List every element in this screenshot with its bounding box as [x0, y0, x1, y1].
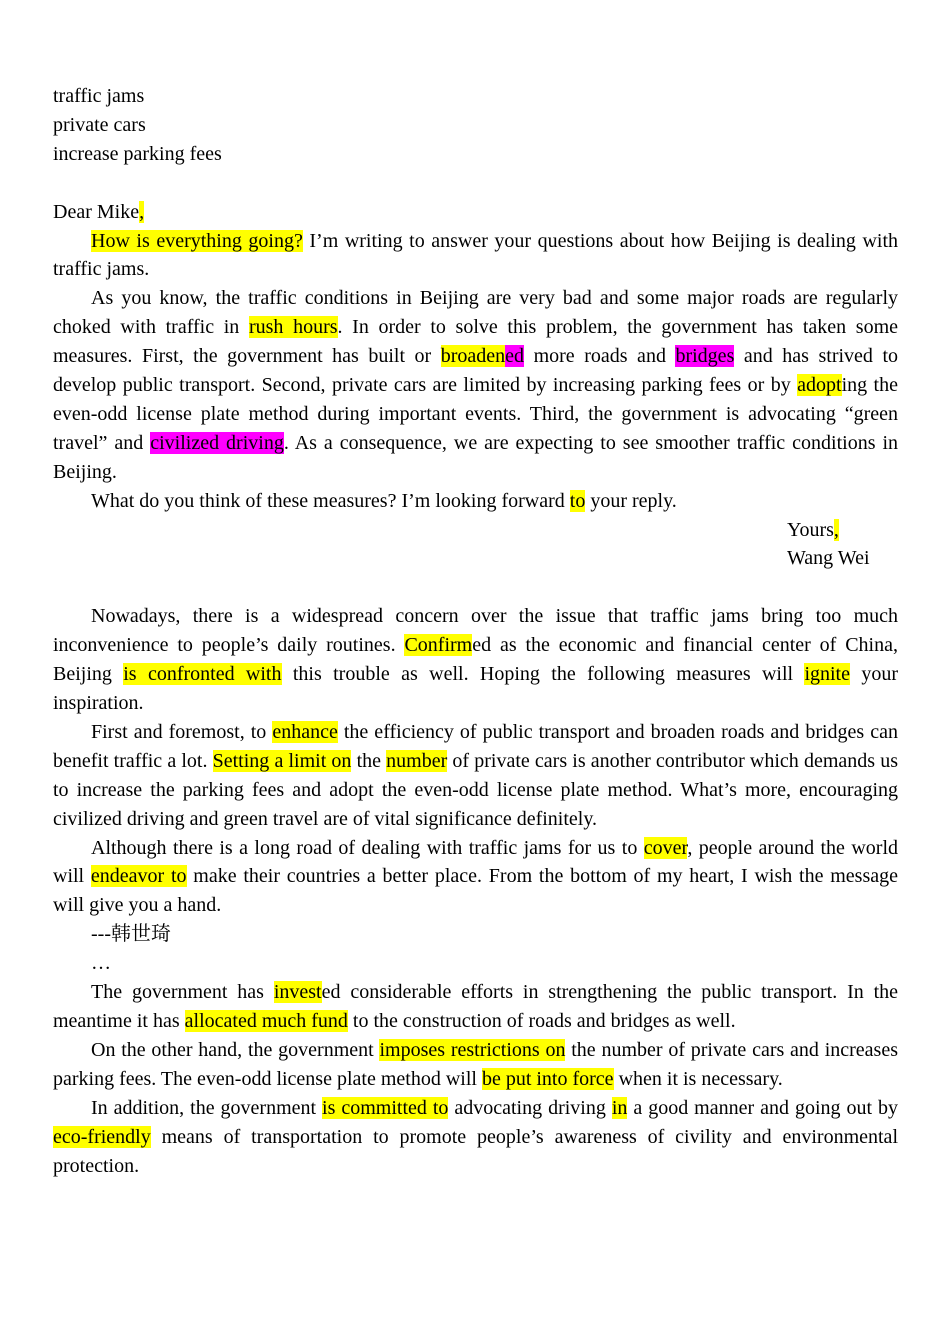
essay2-paragraph-1 — [53, 978, 898, 1036]
highlight: is committed to — [322, 1096, 449, 1119]
text-run: As you know, the traffic conditions in Beijing are very bad and some major roads are regularly choked with traffic in — [53, 287, 898, 339]
highlight: cover — [643, 836, 688, 859]
text-run: this trouble as well. Hoping the following measures will — [281, 663, 805, 686]
letter-paragraph-1 — [53, 227, 898, 285]
spacer — [53, 169, 898, 198]
highlight: adopt — [797, 374, 842, 397]
text-run: of private cars is another contributor which demands us to increase the parking fees and adopt the even-odd license plate method. What’s more, encouraging civilized driving and green travel are of vital significance definitely. — [53, 749, 898, 830]
letter-signature: Wang Wei — [787, 547, 870, 570]
highlight: allocated much fund — [184, 1009, 348, 1032]
text-run: your reply. — [585, 489, 677, 512]
keyword-1: traffic jams — [53, 85, 145, 107]
text-run: ed as the economic and financial center of China, Beijing — [53, 634, 898, 686]
text-run: . As a consequence, we are expecting to see smoother traffic conditions in Beijing. — [53, 431, 898, 483]
text-run: means of transportation to promote people’s awareness of civility and environmental protection. — [53, 1125, 898, 1177]
spacer — [53, 573, 898, 602]
text-run: I’m writing to answer your questions about how Beijing is dealing with traffic jams. — [53, 229, 899, 281]
text-run: ing the even-odd license plate method during important events. Third, the government is advocating “green travel” and — [53, 374, 898, 454]
essay2-paragraph-3 — [53, 1094, 898, 1181]
text-run: Dear Mike — [53, 200, 140, 223]
highlight: invest — [273, 981, 322, 1004]
letter-closing — [53, 516, 898, 545]
highlight: is confronted with — [123, 663, 282, 686]
text-run: ed considerable efforts in strengthening the public transport. In the meantime it has — [53, 981, 898, 1032]
highlight: imposes restrictions on — [379, 1038, 566, 1061]
highlight-magenta: civilized driving — [150, 431, 284, 454]
text-run: your inspiration. — [53, 663, 899, 714]
keyword-3: increase parking fees — [53, 142, 222, 165]
text-run: the efficiency of public transport and broaden roads and bridges can benefit traffic a lot. — [53, 720, 898, 772]
highlight: rush hours — [248, 316, 338, 339]
essay1-paragraph-1 — [53, 602, 898, 718]
highlight: Setting a limit on — [212, 749, 352, 772]
text-run: First and foremost, to — [91, 720, 273, 743]
highlight: , — [139, 200, 145, 223]
letter-salutation — [53, 198, 898, 227]
essay1-author: ---韩世琦 — [91, 923, 171, 946]
document-body — [53, 82, 898, 1180]
highlight: Confirm — [404, 634, 473, 657]
text-run: Although there is a long road of dealing with traffic jams for us to — [91, 836, 644, 859]
keyword-2: private cars — [53, 113, 146, 136]
text-run: Yours — [787, 518, 834, 541]
highlight: endeavor to — [90, 865, 187, 888]
text-run: the number of private cars and increases parking fees. The even-odd license plate method will — [53, 1038, 898, 1090]
text-run: when it is necessary. — [613, 1067, 783, 1090]
essay2-paragraph-2 — [53, 1036, 898, 1094]
highlight-magenta: ed — [505, 345, 525, 368]
text-run: , people around the world will — [53, 836, 899, 888]
text-run: to the construction of roads and bridges as well. — [347, 1009, 736, 1032]
highlight: , — [833, 518, 839, 541]
letter-paragraph-2 — [53, 284, 898, 486]
text-run: On the other hand, the government — [91, 1038, 380, 1061]
text-run: advocating driving — [448, 1096, 612, 1119]
essay1-paragraph-3 — [53, 834, 898, 921]
text-run: the — [351, 749, 387, 772]
text-run: In addition, the government — [91, 1096, 323, 1119]
highlight: eco-friendly — [53, 1125, 151, 1148]
text-run: Nowadays, there is a widespread concern over the issue that traffic jams bring too much inconvenience to people’s daily routines. — [53, 605, 898, 657]
highlight: in — [611, 1096, 628, 1119]
highlight: number — [386, 749, 448, 772]
text-run: and has strived to develop public transport. Second, private cars are limited by increasing parking fees or by — [53, 345, 898, 397]
text-run: . In order to solve this problem, the government has taken some measures. First, the government has built or — [53, 316, 899, 368]
text-run: The government has — [91, 981, 274, 1004]
highlight: broaden — [440, 345, 506, 368]
letter-paragraph-3 — [53, 487, 898, 516]
text-run: make their countries a better place. From the bottom of my heart, I wish the message will give you a hand. — [53, 865, 898, 917]
highlight-magenta: bridges — [675, 345, 735, 368]
highlight: be put into force — [481, 1067, 614, 1090]
highlight: ignite — [804, 663, 850, 686]
text-run: more roads and — [524, 345, 676, 368]
highlight: to — [569, 489, 586, 512]
highlight: How is everything going? — [91, 229, 303, 252]
text-run: What do you think of these measures? I’m looking forward — [91, 489, 570, 512]
ellipsis: … — [91, 952, 111, 975]
essay1-paragraph-2 — [53, 718, 898, 834]
text-run: a good manner and going out by — [627, 1096, 898, 1119]
highlight: enhance — [272, 720, 338, 743]
